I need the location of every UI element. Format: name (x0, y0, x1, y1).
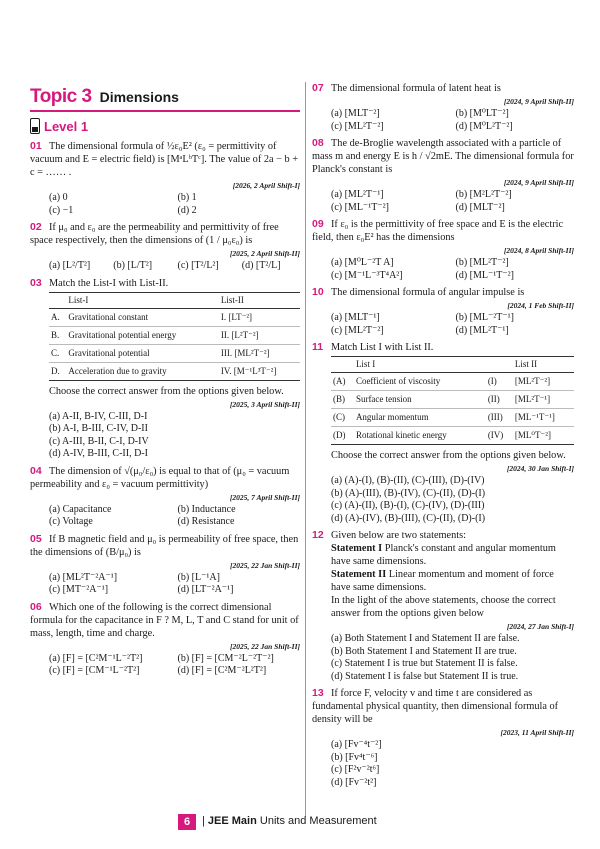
answer-option: (c) [ML²T⁻²] (331, 120, 384, 132)
question-06 (30, 601, 300, 678)
exam-tag: [2025, 2 April Shift-II] (229, 249, 300, 258)
table-row (331, 409, 574, 427)
answer-option: (b) A-I, B-III, C-IV, D-II (49, 423, 148, 434)
statement-2 (312, 568, 574, 594)
answer-option: (a) [Fv⁻⁴t⁻²] (331, 739, 382, 750)
answer-option: (b) Inductance (177, 503, 236, 515)
match-table (49, 292, 300, 381)
table-cell: (II) (486, 391, 513, 409)
question-number: 08 (312, 137, 324, 149)
options-list (312, 475, 574, 525)
statement-1-text: Planck's constant and angular momentum have same dimensions. (331, 543, 556, 567)
answer-option: (c) [M⁻¹L⁻³T⁴A²] (331, 269, 403, 281)
answer-option: (a) 0 (49, 192, 68, 203)
question-text: The de-Broglie wavelength associated with a particle of mass m and energy E is h / √2mE. The dimensional formula for Planck's constant is (312, 138, 574, 175)
table-cell: Surface tension (354, 391, 486, 409)
topic-heading (30, 86, 179, 108)
answer-option: (a) [ML²T⁻¹] (331, 189, 384, 200)
exam-tag: [2025, 22 Jan Shift-II] (229, 641, 300, 651)
page-number: 6 (178, 814, 196, 830)
question-instruction: Choose the correct answer from the options given below. (331, 450, 566, 461)
table-cell: A. (49, 308, 66, 326)
statement-2-text: Linear momentum and moment of force have same dimensions. (331, 569, 554, 593)
question-08 (312, 137, 574, 214)
table-cell: III. [ML²T⁻²] (219, 344, 300, 362)
answer-option: (a) Capacitance (49, 503, 112, 515)
answer-option: (d) [M⁰L²T⁻²] (455, 120, 513, 132)
question-text: The dimensional formula of angular impulse is (331, 287, 525, 298)
table-cell: I. [LT⁻²] (219, 308, 300, 326)
table-cell: [ML²T⁻¹] (513, 391, 574, 409)
match-table-header (331, 357, 574, 373)
answer-option: (c) [ML⁻¹T⁻²] (331, 201, 389, 213)
question-stem (30, 221, 300, 247)
answer-option: (b) [ML²T⁻²] (455, 257, 509, 268)
options-list (30, 192, 300, 217)
answer-option: (a) A-II, B-IV, C-III, D-I (49, 410, 148, 422)
table-row (49, 344, 300, 362)
answer-option: (c) [MT⁻²A⁻¹] (49, 584, 109, 595)
question-instruction: Choose the correct answer from the options given below. (49, 385, 284, 397)
options-list (30, 653, 300, 678)
answer-option: (b) [M⁰LT⁻²] (455, 108, 509, 119)
table-cell: Coefficient of viscosity (354, 373, 486, 391)
table-row (49, 362, 300, 380)
answer-option: (c) [T²/L²] (177, 260, 219, 271)
question-number: 07 (312, 82, 324, 94)
exam-tag: [2023, 11 April Shift-II] (500, 728, 574, 737)
exam-tag: [2024, 9 April Shift-II] (503, 97, 574, 106)
answer-option: (c) Statement I is true but Statement II is false. (331, 658, 518, 669)
left-column (30, 140, 300, 682)
answer-option: (d) [ML²T⁻¹] (455, 324, 509, 336)
table-row (49, 326, 300, 344)
footer-separator: | (202, 815, 205, 827)
question-stem (30, 601, 300, 640)
table-row (331, 391, 574, 409)
table-cell: IV. [M⁻¹L³T⁻²] (219, 362, 300, 380)
table-cell: D. (49, 362, 66, 380)
question-number: 13 (312, 687, 324, 699)
exam-tag: [2024, 9 April Shift-II] (503, 178, 574, 187)
question-stem (30, 277, 300, 290)
exam-tag: [2025, 7 April Shift-II] (229, 492, 300, 502)
question-text: The dimensional formula of ½ε₀E² (ε₀ = permittivity of vacuum and E = electric field) is [MᵃLᵇTᶜ]. The value of 2a − b + c = …… . (30, 141, 299, 178)
footer-series: JEE Main (207, 815, 257, 827)
table-cell: Acceleration due to gravity (66, 362, 219, 380)
answer-option: (b) [L⁻¹A] (177, 571, 220, 583)
question-stem (312, 82, 574, 95)
table-cell: Gravitational potential (66, 344, 219, 362)
answer-option: (c) −1 (49, 204, 74, 216)
question-09 (312, 218, 574, 282)
options-list (312, 189, 574, 214)
match-table-wrap (30, 292, 300, 381)
question-text: If ε₀ is the permittivity of free space and E is the electric field, then ε₀E² has the dimensions (312, 219, 564, 243)
answer-option: (c) A-III, B-II, C-I, D-IV (49, 435, 149, 447)
question-number: 10 (312, 286, 324, 298)
table-cell: II. [L²T⁻²] (219, 326, 300, 344)
table-cell: (III) (486, 409, 513, 427)
question-13 (312, 687, 574, 789)
options-list (30, 572, 300, 597)
answer-option: (a) [MLT⁻²] (331, 108, 380, 119)
right-column (312, 82, 574, 793)
column-divider (305, 82, 306, 817)
question-text: If μ₀ and ε₀ are the permeability and permittivity of free space respectively, then the dimensions of (1 / μ₀ε₀) is (30, 222, 279, 246)
answer-option: (d) 2 (177, 204, 197, 216)
answer-option: (a) [F] = [C²M⁻¹L⁻²T²] (49, 652, 143, 664)
question-text: If B magnetic field and μ₀ is permeability of free space, then the dimensions of (B/μ₀) is (30, 533, 299, 558)
level-label: Level 1 (44, 118, 89, 134)
answer-option: (a) (A)-(I), (B)-(II), (C)-(III), (D)-(IV) (331, 475, 485, 486)
question-number: 09 (312, 218, 324, 230)
answer-option: (b) [F] = [CM⁻²L⁻²T⁻²] (177, 652, 274, 664)
match-table-header (49, 292, 300, 308)
options-list (30, 260, 300, 273)
question-text: The dimension of √(μ₀/ε₀) is equal to that of (μ₀ = vacuum permeability and ε₀ = vacuum permittivity) (30, 465, 290, 490)
exam-tag: [2026, 2 April Shift-I] (232, 181, 300, 190)
exam-tag: [2025, 22 Jan Shift-II] (229, 560, 300, 570)
question-03 (30, 277, 300, 461)
answer-option: (b) [ML⁻²T⁻¹] (455, 312, 514, 323)
question-01 (30, 140, 300, 217)
question-stem (312, 529, 574, 542)
question-stem (312, 286, 574, 299)
table-cell: Gravitational constant (66, 308, 219, 326)
question-number: 04 (30, 464, 42, 477)
options-list (312, 108, 574, 133)
statement-1 (312, 542, 574, 568)
answer-option: (d) [T²/L] (241, 260, 281, 271)
question-number: 12 (312, 529, 324, 541)
answer-option: (b) [Fv⁴t⁻⁶] (331, 751, 378, 763)
question-stem (312, 687, 574, 726)
question-stem (30, 140, 300, 179)
question-number: 06 (30, 600, 42, 613)
answer-option: (d) [ML⁻¹T⁻²] (455, 269, 514, 281)
match-table-heading (331, 357, 354, 373)
question-text: If force F, velocity v and time t are considered as fundamental physical quantity, then dimensional formula of density will be (312, 688, 559, 725)
options-list (30, 411, 300, 461)
question-text: Match List I with List II. (331, 342, 434, 353)
table-cell: [ML⁻¹T⁻¹] (513, 409, 574, 427)
question-number: 11 (312, 341, 324, 353)
question-stem (30, 533, 300, 559)
table-cell: Angular momentum (354, 409, 486, 427)
table-cell: (I) (486, 373, 513, 391)
question-text: Match the List-I with List-II. (49, 277, 169, 289)
table-row (331, 427, 574, 445)
answer-option: (b) [L/T²] (113, 260, 153, 271)
question-12 (312, 529, 574, 683)
answer-option: (a) Both Statement I and Statement II are false. (331, 633, 520, 644)
answer-option: (d) Resistance (177, 516, 235, 527)
options-list (312, 312, 574, 337)
answer-option: (d) [MLT⁻²] (455, 201, 505, 213)
table-row (49, 308, 300, 326)
options-list (312, 633, 574, 683)
footer-subject: Units and Measurement (259, 815, 377, 827)
topic-rule (30, 110, 300, 112)
exam-tag: [2024, 30 Jan Shift-I] (506, 464, 574, 473)
table-cell: [ML⁰T⁻²] (513, 427, 574, 445)
question-05 (30, 533, 300, 597)
answer-option: (a) [L²/T²] (49, 260, 91, 271)
match-table-heading: List I (354, 357, 486, 373)
question-number: 02 (30, 221, 42, 233)
table-cell: B. (49, 326, 66, 344)
table-row (331, 373, 574, 391)
options-list (312, 739, 574, 789)
question-instruction: In the light of the above statements, choose the correct answer from the options given below (331, 595, 556, 619)
question-stem (30, 465, 300, 491)
question-stem (312, 137, 574, 176)
match-table-heading: List-II (219, 292, 300, 308)
statement-2-label: Statement II (331, 569, 387, 580)
answer-option: (d) [F] = [C²M⁻²L²T²] (177, 665, 267, 676)
footer-text (202, 815, 377, 827)
question-text: Given below are two statements: (331, 530, 466, 541)
match-table-heading: List-I (66, 292, 219, 308)
answer-option: (a) [MLT⁻¹] (331, 312, 380, 323)
page-footer (0, 812, 600, 834)
answer-option: (d) [Fv⁻²t²] (331, 776, 377, 788)
answer-option: (b) (A)-(III), (B)-(IV), (C)-(II), (D)-(I) (331, 487, 486, 499)
options-list (312, 257, 574, 282)
table-cell: Rotational kinetic energy (354, 427, 486, 445)
match-table-heading (486, 357, 513, 373)
topic-title: Dimensions (99, 89, 179, 105)
answer-option: (d) (A)-(IV), (B)-(III), (C)-(II), (D)-(I) (331, 512, 486, 524)
question-04 (30, 465, 300, 529)
question-text: Which one of the following is the correct dimensional formula for the capacitance in F ? M, L, T and C stand for unit of mass, length, time and charge. (30, 601, 299, 639)
question-02 (30, 221, 300, 273)
question-10 (312, 286, 574, 337)
table-cell: (C) (331, 409, 354, 427)
table-cell: (B) (331, 391, 354, 409)
exam-tag: [2024, 8 April Shift-II] (503, 246, 574, 255)
table-cell: (A) (331, 373, 354, 391)
answer-option: (a) [ML²T⁻²A⁻¹] (49, 571, 118, 583)
battery-level-icon (30, 118, 40, 134)
exam-tag: [2024, 1 Feb Shift-II] (507, 301, 574, 310)
question-text: The dimensional formula of latent heat is (331, 83, 501, 94)
match-table (331, 356, 574, 445)
answer-option: (c) [F] = [CM⁻¹L⁻²T²] (49, 665, 140, 676)
table-cell: (IV) (486, 427, 513, 445)
match-table-wrap (312, 356, 574, 445)
answer-option: (c) (A)-(II), (B)-(I), (C)-(IV), (D)-(III) (331, 500, 485, 511)
table-cell: [ML²T⁻²] (513, 373, 574, 391)
exam-tag: [2025, 3 April Shift-II] (229, 399, 300, 409)
match-table-heading: List II (513, 357, 574, 373)
question-stem (312, 218, 574, 244)
level-heading (30, 118, 88, 134)
answer-option: (d) A-IV, B-III, C-II, D-I (49, 448, 148, 459)
table-cell: C. (49, 344, 66, 362)
statement-1-label: Statement I (331, 543, 383, 554)
topic-number: Topic 3 (30, 86, 92, 107)
question-number: 01 (30, 140, 42, 152)
answer-option: (d) [LT⁻²A⁻¹] (177, 584, 234, 595)
table-cell: (D) (331, 427, 354, 445)
answer-option: (c) [ML²T⁻²] (331, 324, 384, 336)
question-stem (312, 341, 574, 354)
match-table-heading (49, 292, 66, 308)
exam-tag: [2024, 27 Jan Shift-I] (506, 622, 574, 631)
options-list (30, 504, 300, 529)
answer-option: (d) Statement I is false but Statement II is true. (331, 670, 519, 682)
question-07 (312, 82, 574, 133)
question-number: 05 (30, 532, 42, 545)
question-11 (312, 341, 574, 525)
question-number: 03 (30, 276, 42, 289)
answer-option: (c) Voltage (49, 516, 93, 527)
answer-option: (b) [M²L²T⁻²] (455, 189, 512, 200)
answer-option: (b) 1 (177, 192, 197, 203)
table-cell: Gravitational potential energy (66, 326, 219, 344)
answer-option: (a) [M⁰L⁻²T A] (331, 257, 394, 268)
answer-option: (b) Both Statement I and Statement II are true. (331, 645, 517, 657)
answer-option: (c) [F²v⁻²t⁶] (331, 764, 380, 775)
